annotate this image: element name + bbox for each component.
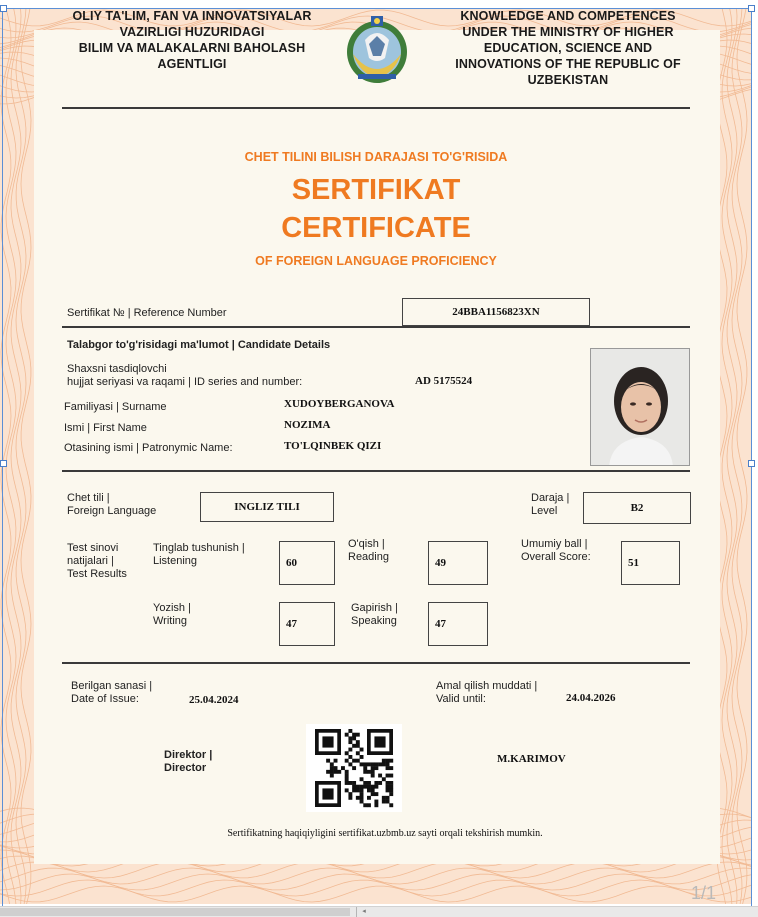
listening-label: Tinglab tushunish | Listening	[153, 542, 245, 567]
qr-code[interactable]	[306, 724, 402, 812]
resize-handle-top-left[interactable]	[0, 5, 7, 12]
surname-value: XUDOYBERGANOVA	[284, 398, 395, 410]
overall-score-label: Umumiy ball | Overall Score:	[521, 538, 591, 563]
issuer-name-en: KNOWLEDGE AND COMPETENCES UNDER THE MINISTRY OF HIGHER EDUCATION, SCIENCE AND INNOVATIONS OF THE REPUBLIC OF UZBEKISTAN	[455, 9, 681, 87]
first-name-value: NOZIMA	[284, 419, 331, 431]
page-indicator: 1/1	[690, 883, 716, 903]
selection-frame-left	[2, 8, 3, 906]
valid-until-value: 24.04.2026	[566, 692, 616, 704]
speaking-label: Gapirish | Speaking	[351, 602, 398, 627]
director-name: M.KARIMOV	[497, 753, 566, 765]
header-divider	[62, 107, 690, 109]
horizontal-scrollbar[interactable]	[0, 906, 758, 917]
verification-note: Sertifikatning haqiqiyligini sertifikat.uzbmb.uz sayti orqali tekshirish mumkin.	[227, 828, 543, 839]
foreign-language-value: INGLIZ TILI	[200, 492, 334, 522]
writing-score: 47	[279, 602, 335, 646]
writing-label: Yozish | Writing	[153, 602, 191, 627]
surname-label: Familiyasi | Surname	[64, 401, 167, 413]
scrollbar-thumb[interactable]	[0, 908, 350, 916]
subtitle-bottom: OF FOREIGN LANGUAGE PROFICIENCY	[255, 254, 497, 268]
reference-divider	[62, 326, 690, 328]
id-value: AD 5175524	[415, 375, 473, 387]
patronymic-label: Otasining ismi | Patronymic Name:	[64, 442, 233, 454]
resize-handle-mid-right[interactable]	[748, 460, 755, 467]
valid-until-label: Amal qilish muddati | Valid until:	[436, 680, 538, 705]
director-label: Direktor | Director	[164, 749, 213, 774]
issue-date-value: 25.04.2024	[189, 694, 239, 706]
certificate-page	[0, 8, 752, 904]
resize-handle-top-right[interactable]	[748, 5, 755, 12]
issue-date-label: Berilgan sanasi | Date of Issue:	[71, 680, 153, 705]
listening-score: 60	[279, 541, 335, 585]
title-certificate: CERTIFICATE	[281, 212, 471, 244]
issuer-name-uz: OLIY TA'LIM, FAN VA INNOVATSIYALAR VAZIRLIGI HUZURIDAGI BILIM VA MALAKALARNI BAHOLASH AGENTLIGI	[72, 9, 312, 71]
candidate-heading: Talabgor to'g'risidagi ma'lumot | Candidate Details	[67, 339, 331, 351]
results-divider	[62, 662, 690, 664]
first-name-label: Ismi | First Name	[64, 422, 147, 434]
reading-label: O'qish | Reading	[348, 538, 389, 563]
selection-frame-top	[2, 8, 752, 9]
state-emblem	[344, 14, 410, 86]
level-value: B2	[583, 492, 691, 524]
scroll-left-arrow[interactable]: ◂	[356, 907, 371, 917]
reference-label: Sertifikat № | Reference Number	[67, 307, 227, 319]
patronymic-value: TO'LQINBEK QIZI	[284, 440, 382, 452]
foreign-language-label: Chet tili | Foreign Language	[67, 492, 157, 517]
subtitle-top: CHET TILINI BILISH DARAJASI TO'G'RISIDA	[244, 150, 508, 164]
reading-score: 49	[428, 541, 488, 585]
reference-number: 24BBA1156823XN	[402, 298, 590, 326]
selection-frame-right	[751, 8, 752, 906]
resize-handle-mid-left[interactable]	[0, 460, 7, 467]
level-label: Daraja | Level	[531, 492, 570, 517]
title-sertifikat: SERTIFIKAT	[291, 174, 461, 206]
id-label: Shaxsni tasdiqlovchi hujjat seriyasi va raqami | ID series and number:	[67, 363, 303, 388]
speaking-score: 47	[428, 602, 488, 646]
candidate-divider	[62, 470, 690, 472]
overall-score: 51	[621, 541, 680, 585]
test-results-label: Test sinovi natijalari | Test Results	[67, 542, 127, 580]
candidate-photo	[590, 348, 690, 466]
